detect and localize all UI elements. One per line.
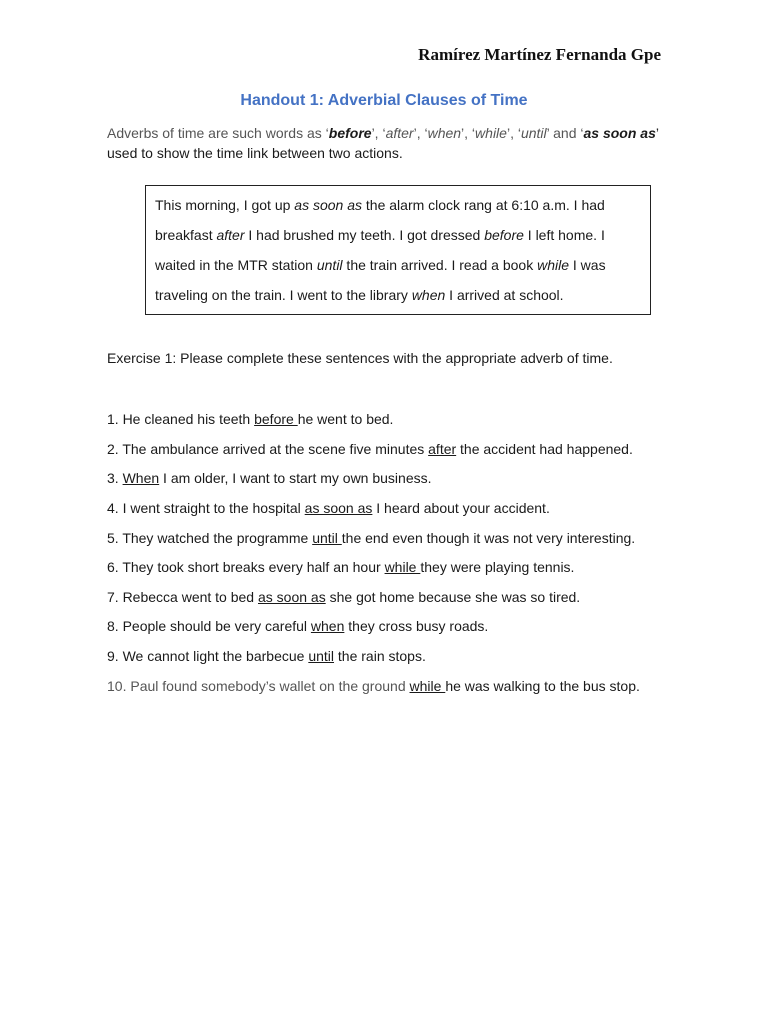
item-text: 10. Paul found somebody’s wallet on the ground [107,678,410,694]
intro-text: ’ used to show the time link between two actions. [107,125,659,161]
exercise-item [107,587,663,607]
exercise-item [107,439,663,459]
exercise-item [107,676,663,696]
example-keyword: as soon as [294,197,363,213]
example-text: I was traveling on the train. I went to the library [155,257,606,303]
example-keyword: when [411,287,446,303]
item-text: I heard about your accident. [372,500,550,516]
example-text: I left home. I waited in the MTR station [155,227,605,273]
author-name: Ramírez Martínez Fernanda Gpe [418,45,661,64]
intro-text: ’, ‘ [413,125,428,141]
example-text: the alarm clock rang at 6:10 a.m. I had breakfast [155,197,605,243]
exercise-item [107,468,663,488]
intro-keyword: while [475,125,507,141]
item-text: they cross busy roads. [344,618,489,634]
intro-text: Adverbs of time are such words as ‘ [107,125,329,141]
exercise-item [107,498,663,518]
item-answer: When [122,470,160,486]
item-text: she got home because she was so tired. [325,589,581,605]
intro-keyword: as soon as [583,125,656,141]
example-keyword: before [484,227,524,243]
example-keyword: while [537,257,570,273]
item-answer: until [312,530,342,546]
item-text: the rain stops. [334,648,426,664]
example-keyword: after [216,227,245,243]
exercise-item [107,528,663,548]
item-text: 7. Rebecca went to bed [107,589,258,605]
intro-text: ’, ‘ [371,125,386,141]
example-text: the train arrived. I read a book [342,257,538,273]
item-text: 8. People should be very careful [107,618,311,634]
item-text: 2. The ambulance arrived at the scene five minutes [107,441,429,457]
exercise-item [107,646,663,666]
item-answer: when [310,618,345,634]
item-text: 6. They took short breaks every half an hour [107,559,385,575]
exercise-item [107,557,663,577]
intro-paragraph [107,123,662,163]
intro-text: ’, ‘ [506,125,521,141]
example-box [145,185,651,315]
example-text: This morning, I got up [155,197,295,213]
exercise-heading: Exercise 1: Please complete these sentences with the appropriate adverb of time. [107,350,613,366]
item-text: 5. They watched the programme [107,530,313,546]
item-text: he was walking to the bus stop. [445,678,640,694]
item-text: I am older, I want to start my own business. [159,470,432,486]
intro-keyword: after [385,125,414,141]
example-text: I arrived at school. [445,287,564,303]
exercise-item [107,409,663,429]
intro-keyword: until [520,125,547,141]
item-answer: as soon as [304,500,373,516]
example-text: I had brushed my teeth. I got dressed [244,227,485,243]
item-text: the end even though it was not very interesting. [341,530,636,546]
item-answer: after [428,441,457,457]
item-text: 9. We cannot light the barbecue [107,648,309,664]
intro-keyword: when [427,125,462,141]
item-answer: before [254,411,298,427]
example-keyword: until [316,257,343,273]
item-text: 3. [107,470,123,486]
item-text: 4. I went straight to the hospital [107,500,305,516]
intro-text: ’ and ‘ [546,125,584,141]
item-answer: until [308,648,335,664]
item-text: 1. He cleaned his teeth [107,411,255,427]
handout-title: Handout 1: Adverbial Clauses of Time [240,92,528,109]
item-answer: while [409,678,446,694]
item-answer: while [384,559,421,575]
intro-keyword: before [328,125,372,141]
item-text: he went to bed. [297,411,394,427]
item-answer: as soon as [258,589,326,605]
exercise-item [107,616,663,636]
intro-text: ’, ‘ [461,125,476,141]
item-text: they were playing tennis. [420,559,575,575]
item-text: the accident had happened. [456,441,633,457]
